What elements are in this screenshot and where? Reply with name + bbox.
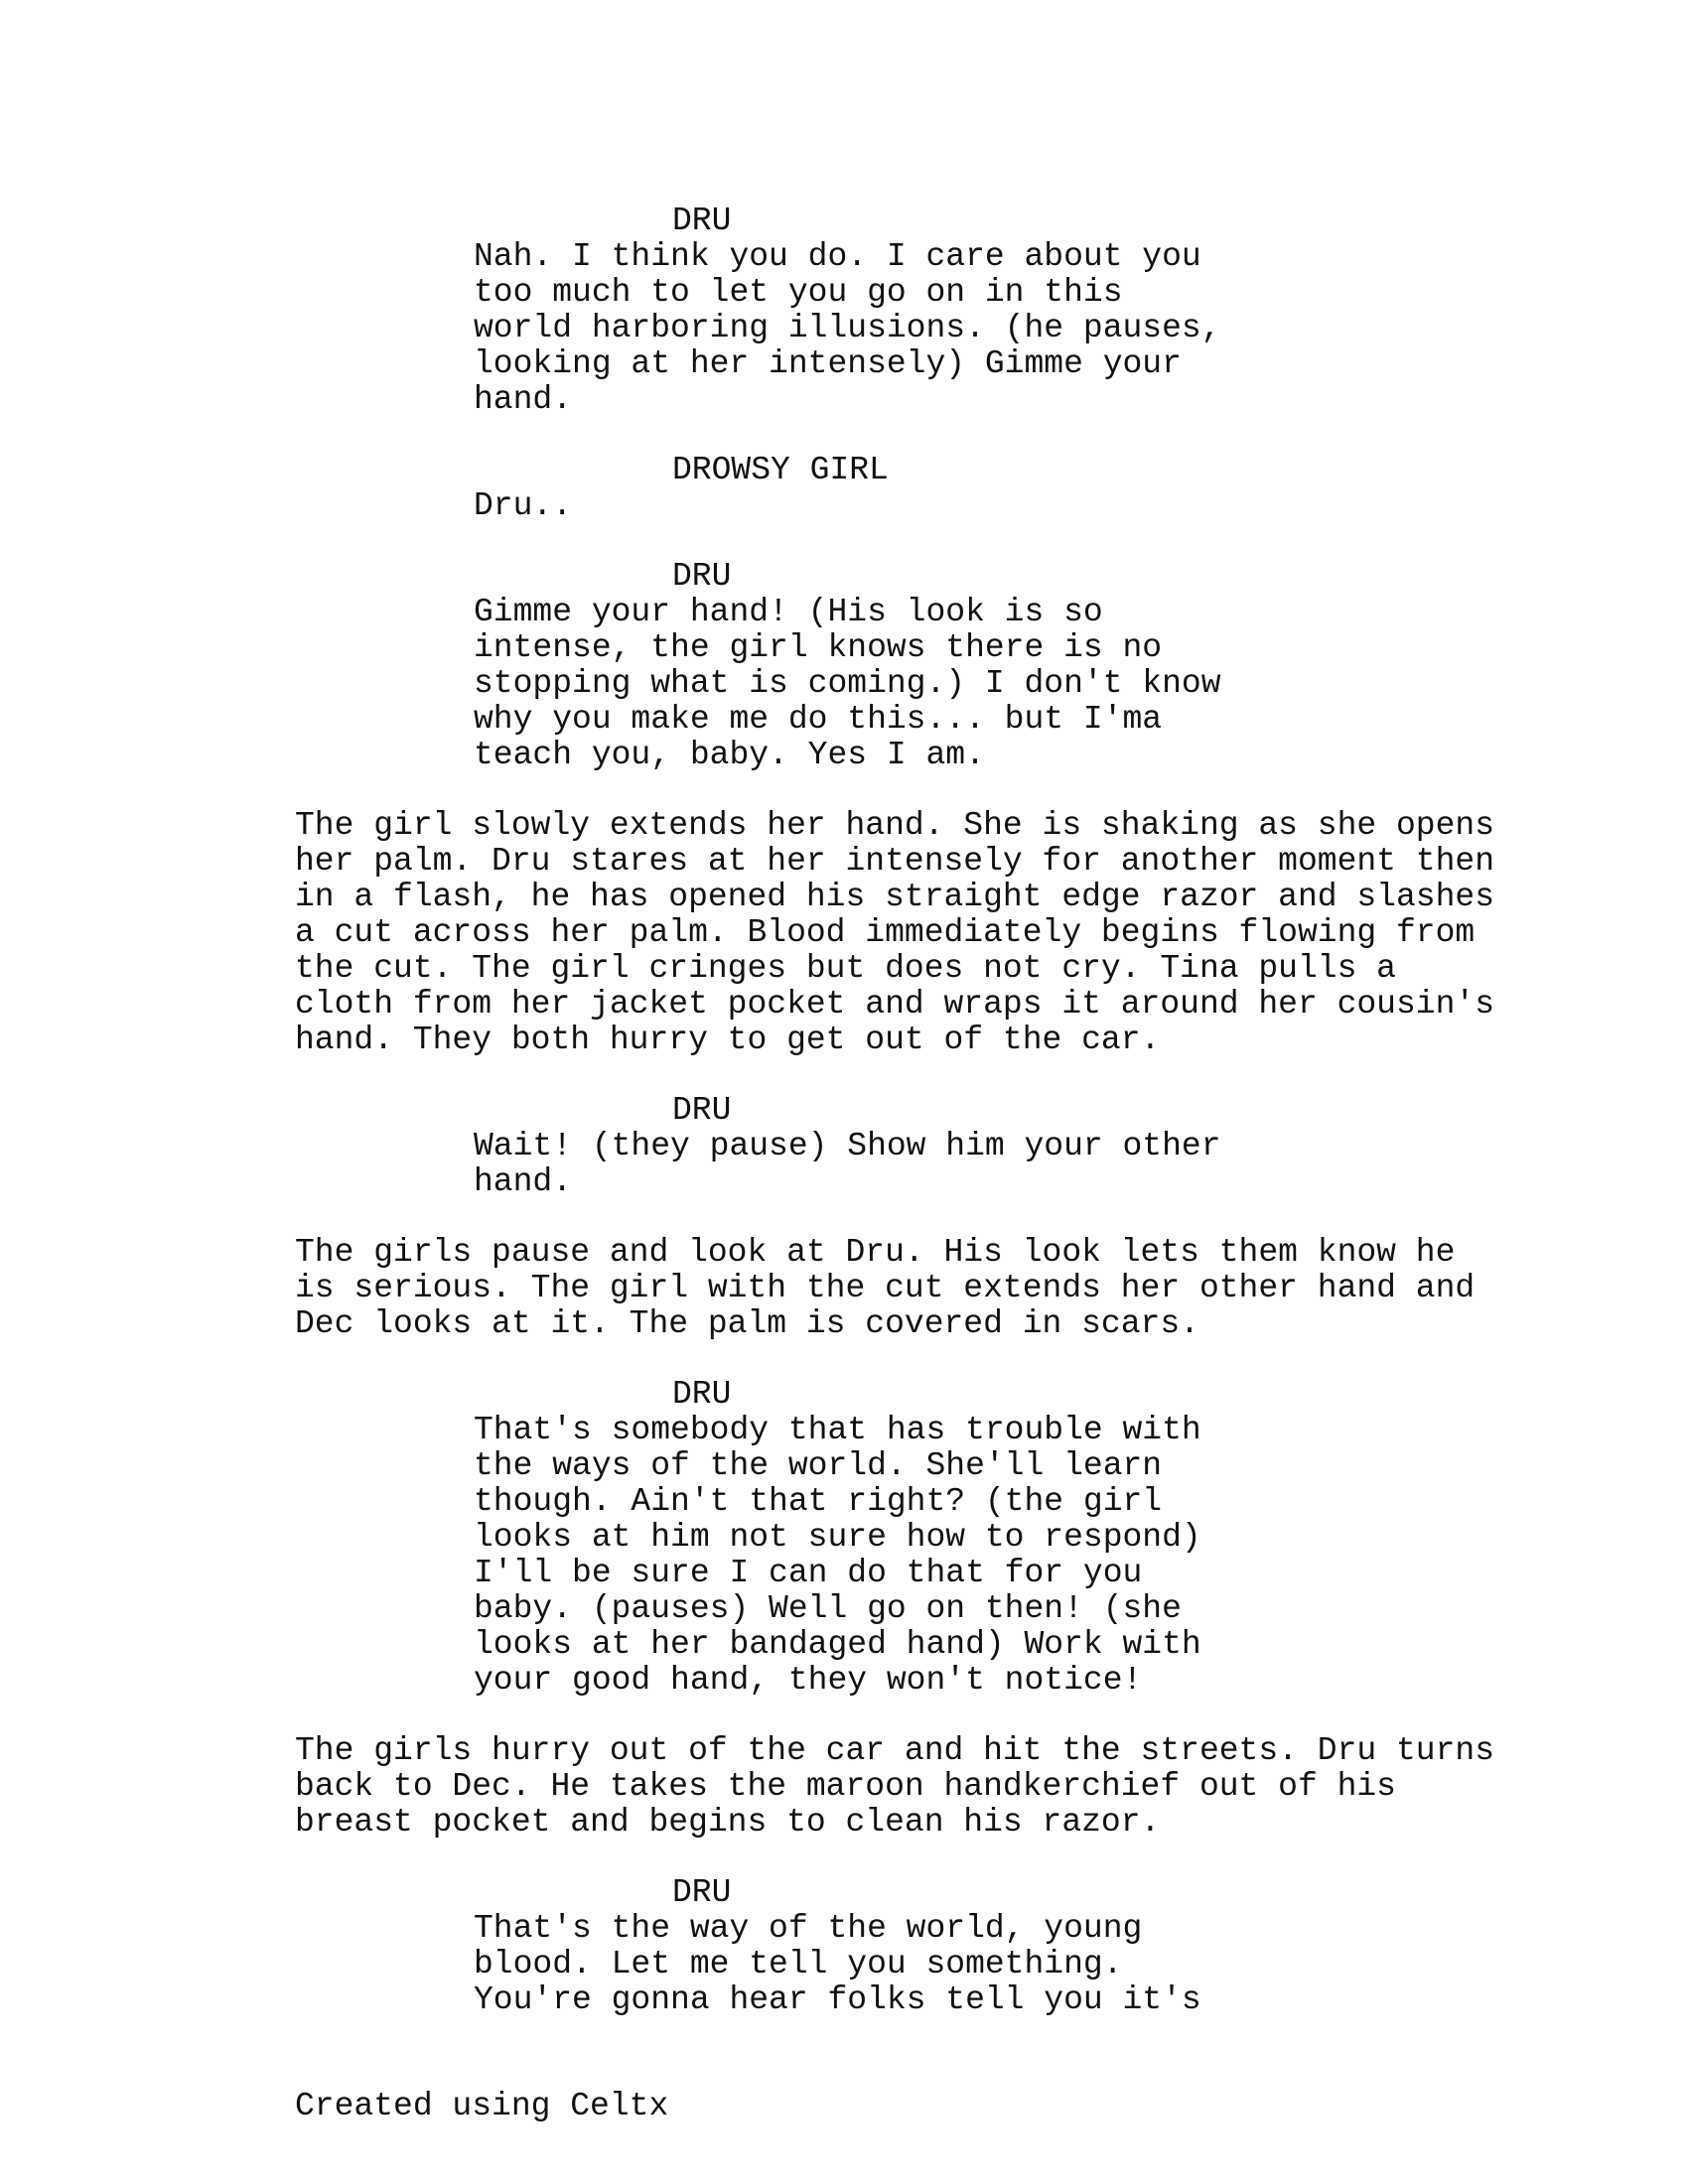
action-block: The girls hurry out of the car and hit the streets. Dru turns back to Dec. He takes the maroon handkerchief out of his breast pocket and begins to clean his razor. xyxy=(295,1732,1494,1841)
character-cue: DRU xyxy=(672,1376,732,1413)
footer-credit: Created using Celtx xyxy=(295,2088,669,2124)
dialogue-block: Dru.. xyxy=(474,487,573,524)
dialogue-block: That's somebody that has trouble with the ways of the world. She'll learn though. Ain't that right? (the girl looks at him not sure how to respond) I'll be sure I can do that for you baby. (pauses) Well go on then! (she looks at her bandaged hand) Work with your good hand, they won't notice! xyxy=(474,1412,1201,1699)
dialogue-block: Nah. I think you do. I care about you too much to let you go on in this world harboring illusions. (he pauses, looking at her intensely) Gimme your hand. xyxy=(474,238,1221,418)
character-cue: DROWSY GIRL xyxy=(672,452,889,488)
action-block: The girl slowly extends her hand. She is shaking as she opens her palm. Dru stares at her intensely for another moment then in a flash, he has opened his straight edge razor and slashes a cut across her palm. Blood immediately begins flowing from the cut. The girl cringes but does not cry. Tina pulls a cloth from her jacket pocket and wraps it around her cousin's hand. They both hurry to get out of the car. xyxy=(295,807,1494,1058)
character-cue: DRU xyxy=(672,203,732,239)
dialogue-block: Wait! (they pause) Show him your other hand. xyxy=(474,1128,1221,1200)
dialogue-block: That's the way of the world, young blood. Let me tell you something. You're gonna hear folks tell you it's xyxy=(474,1910,1201,2018)
character-cue: DRU xyxy=(672,558,732,595)
action-block: The girls pause and look at Dru. His look lets them know he is serious. The girl with the cut extends her other hand and Dec looks at it. The palm is covered in scars. xyxy=(295,1234,1476,1342)
character-cue: DRU xyxy=(672,1092,732,1129)
character-cue: DRU xyxy=(672,1874,732,1911)
dialogue-block: Gimme your hand! (His look is so intense, the girl knows there is no stopping what is coming.) I don't know why you make me do this... but I'ma teach you, baby. Yes I am. xyxy=(474,594,1221,773)
